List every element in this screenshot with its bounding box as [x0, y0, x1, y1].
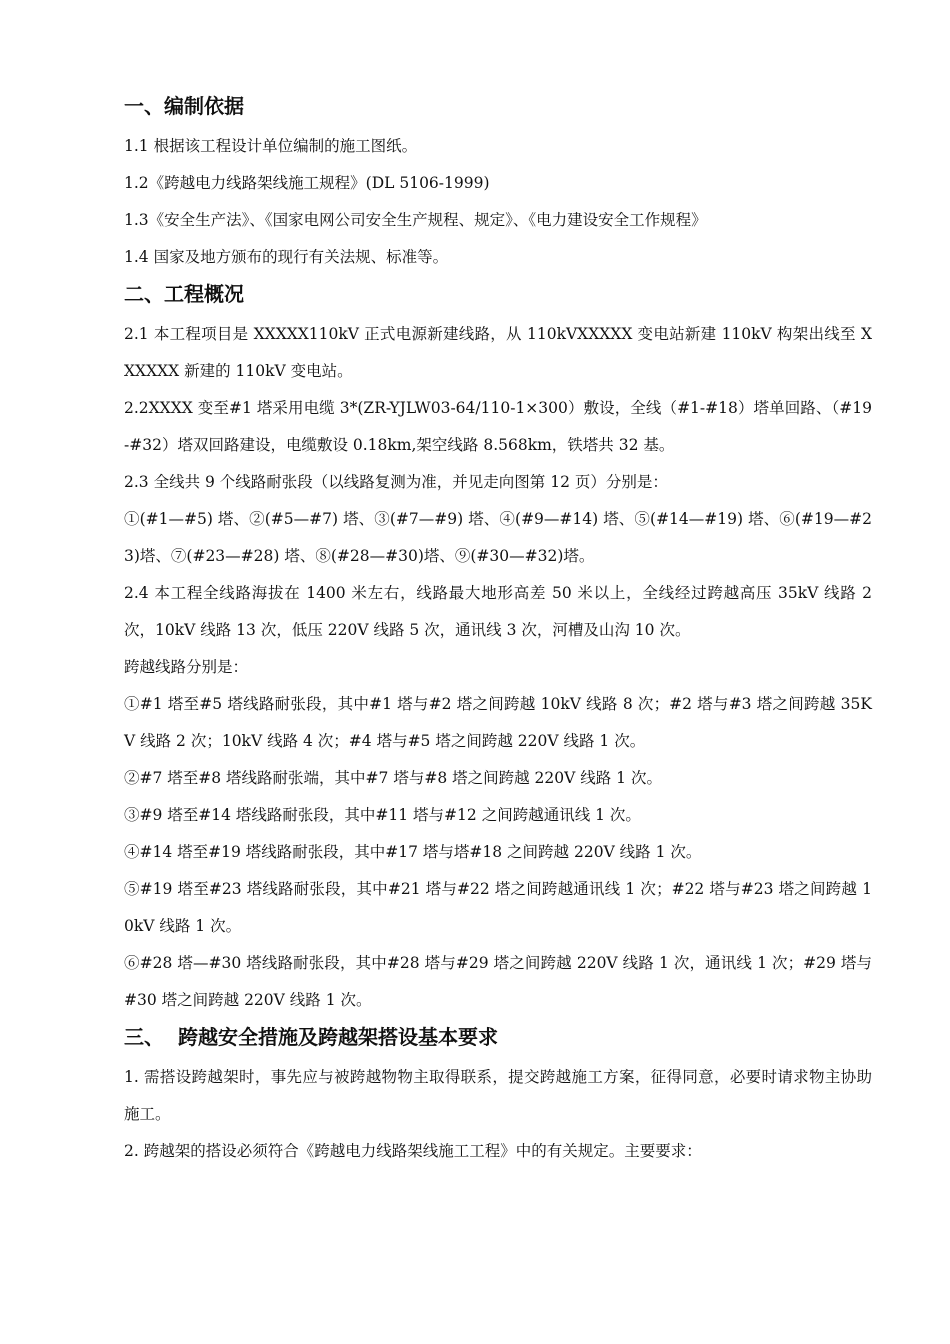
paragraph-2-2: 2.2XXXX 变至#1 塔采用电缆 3*(ZR-YJLW03-64/110-1×300）敷设，全线（#1-#18）塔单回路、（#19-#32）塔双回路建设，电缆敷设 0.18km,架空线路 8.568km，铁塔共 32 基。 — [124, 399, 872, 454]
paragraph-crossing-5: ⑤#19 塔至#23 塔线路耐张段，其中#21 塔与#22 塔之间跨越通讯线 1 次；#22 塔与#23 塔之间跨越 10kV 线路 1 次。 — [124, 880, 872, 935]
section-heading-overview: 二、工程概况 — [124, 282, 244, 306]
paragraph-1-4: 1.4 国家及地方颁布的现行有关法规、标准等。 — [124, 248, 449, 266]
paragraph-3-1: 1. 需搭设跨越架时，事先应与被跨越物物主取得联系，提交跨越施工方案，征得同意，必要时请求物主协助施工。 — [124, 1068, 872, 1123]
paragraph-1-1: 1.1 根据该工程设计单位编制的施工图纸。 — [124, 137, 418, 155]
paragraph-crossing-2: ②#7 塔至#8 塔线路耐张端，其中#7 塔与#8 塔之间跨越 220V 线路 1 次。 — [124, 769, 662, 787]
paragraph-tension-sections: ①(#1—#5) 塔、②(#5—#7) 塔、③(#7—#9) 塔、④(#9—#14) 塔、⑤(#14—#19) 塔、⑥(#19—#23)塔、⑦(#23—#28) 塔、⑧(#28—#30)塔、⑨(#30—#32)塔。 — [124, 510, 872, 565]
paragraph-2-1: 2.1 本工程项目是 XXXXX110kV 正式电源新建线路，从 110kVXXXXX 变电站新建 110kV 构架出线至 XXXXXX 新建的 110kV 变电站。 — [124, 325, 872, 380]
paragraph-2-4: 2.4 本工程全线路海拔在 1400 米左右，线路最大地形高差 50 米以上，全线经过跨越高压 35kV 线路 2 次，10kV 线路 13 次，低压 220V 线路 5 次，通讯线 3 次，河槽及山沟 10 次。 — [124, 584, 872, 639]
paragraph-crossing-4: ④#14 塔至#19 塔线路耐张段，其中#17 塔与塔#18 之间跨越 220V 线路 1 次。 — [124, 843, 702, 861]
section-heading-safety-measures — [124, 1019, 872, 1055]
paragraph-1-2: 1.2《跨越电力线路架线施工规程》(DL 5106-1999) — [124, 174, 490, 192]
paragraph-crossing-3: ③#9 塔至#14 塔线路耐张段，其中#11 塔与#12 之间跨越通讯线 1 次。 — [124, 806, 641, 824]
paragraph-crossing-6: ⑥#28 塔—#30 塔线路耐张段，其中#28 塔与#29 塔之间跨越 220V 线路 1 次，通讯线 1 次；#29 塔与#30 塔之间跨越 220V 线路 1 次。 — [124, 954, 872, 1009]
section-heading-title: 跨越安全措施及跨越架搭设基本要求 — [178, 1025, 498, 1049]
document-body — [124, 88, 872, 1170]
paragraph-crossing-1: ①#1 塔至#5 塔线路耐张段，其中#1 塔与#2 塔之间跨越 10kV 线路 8 次；#2 塔与#3 塔之间跨越 35KV 线路 2 次；10kV 线路 4 次；#4 塔与#5 塔之间跨越 220V 线路 1 次。 — [124, 695, 872, 750]
paragraph-2-3: 2.3 全线共 9 个线路耐张段（以线路复测为准，并见走向图第 12 页）分别是： — [124, 473, 668, 491]
paragraph-3-2: 2. 跨越架的搭设必须符合《跨越电力线路架线施工工程》中的有关规定。主要要求： — [124, 1142, 702, 1160]
section-heading-number: 三、 — [124, 1025, 164, 1049]
paragraph-crossings-intro: 跨越线路分别是： — [124, 658, 249, 676]
section-heading-basis: 一、编制依据 — [124, 94, 244, 118]
paragraph-1-3: 1.3《安全生产法》、《国家电网公司安全生产规程、规定》、《电力建设安全工作规程》 — [124, 211, 707, 229]
